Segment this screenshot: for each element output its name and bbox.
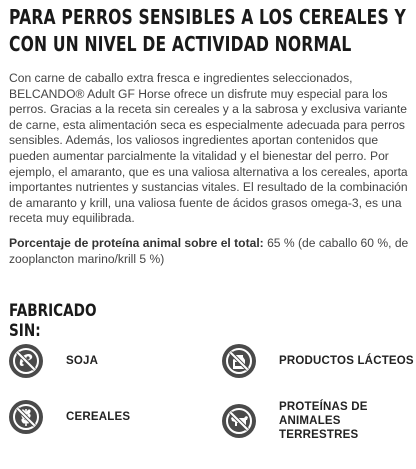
free-from-soy-label: SOJA xyxy=(66,355,99,367)
free-from-dairy xyxy=(222,344,414,378)
grain-crossed-icon xyxy=(9,400,43,434)
milk-crossed-icon xyxy=(222,344,256,378)
free-from-soy xyxy=(9,344,98,378)
made-without-heading: FABRICADO SIN: xyxy=(9,301,97,341)
protein-share-value: 65 % (de caballo 60 %, de zooplancton marino/krill 5 %) xyxy=(9,236,409,266)
free-from-cereals xyxy=(9,400,130,434)
protein-share xyxy=(9,236,414,267)
page-title: PARA PERROS SENSIBLES A LOS CEREALES Y CON UN NIVEL DE ACTIVIDAD NORMAL xyxy=(9,5,406,56)
free-from-land-animal-protein-label: PROTEÍNAS DE ANIMALES TERRESTRES xyxy=(279,401,368,441)
free-from-dairy-label: PRODUCTOS LÁCTEOS xyxy=(279,355,414,367)
free-from-cereals-label: CEREALES xyxy=(66,411,131,423)
product-description: Con carne de caballo extra fresca e ingredientes seleccionados, BELCANDO® Adult GF Horse ofrece un disfrute muy especial para los perros. Gracias a la receta sin cereales y a la sabrosa y exclusiva variante de carne, esta alimentación seca es especialmente adecuada para perros sensibles. Además, los valiosos ingredientes aportan contenidos que pueden aumentar parcialmente la vitalidad y el bienestar del perro. Por ejemplo, el amaranto, que es una valiosa alternativa a los cereales, aporta importantes nutrientes y sustancias vitales. El resultado de la combinación de amaranto y krill, una valiosa fuente de ácidos grasos omega-3, es una receta muy equilibrada. xyxy=(9,71,408,226)
free-from-land-animal-protein xyxy=(222,400,399,442)
soy-bean-crossed-icon xyxy=(9,344,43,378)
farm-animal-crossed-icon xyxy=(222,404,256,438)
protein-share-label: Porcentaje de proteína animal sobre el total: xyxy=(9,236,264,250)
